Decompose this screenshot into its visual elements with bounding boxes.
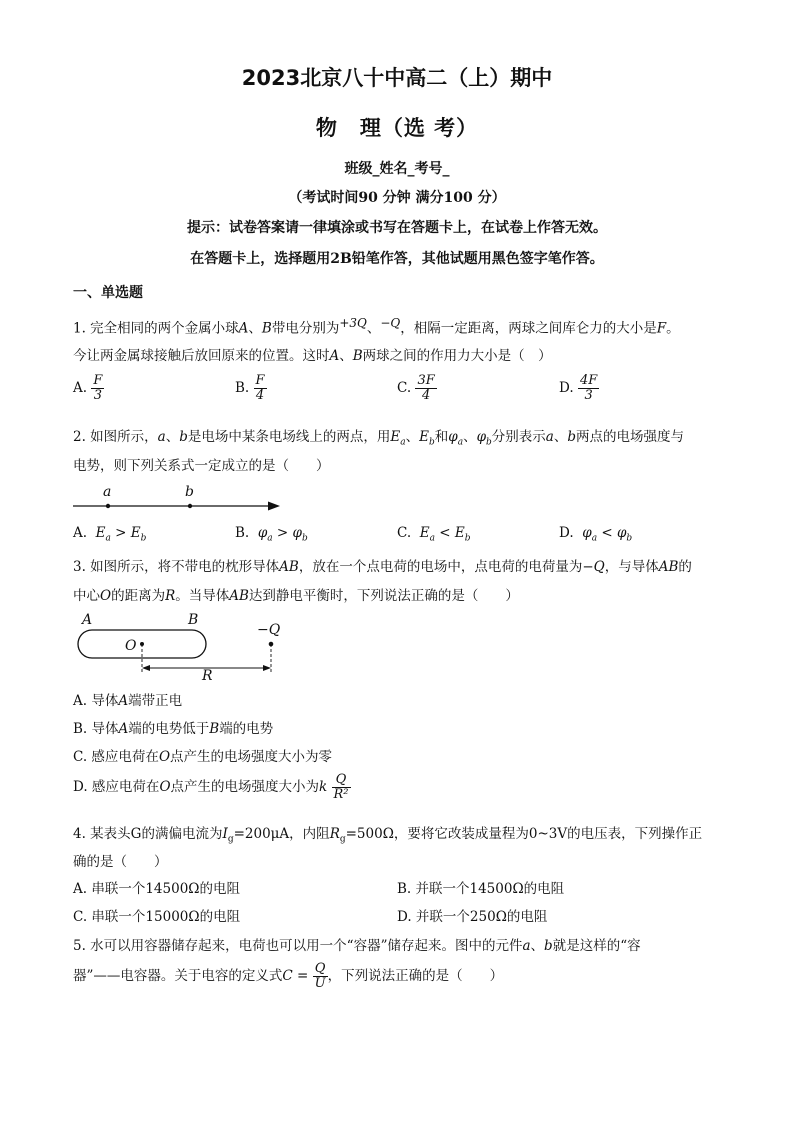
q3-conductor-figure — [70, 610, 300, 682]
q1-line1: 1. 完全相同的两个金属小球A、B带电分别为$^{+3Q}$、$^{-Q}$，相隔一定距离，两球之间库仑力的大小是F。 — [73, 316, 680, 337]
q1-option-d: D. $\frac{4F}{3}$ — [559, 373, 598, 403]
q4-option-d: D. 并联一个250Ω的电阻 — [397, 909, 548, 925]
q3-line2: 中心O的距离为R。当导体AB达到静电平衡时，下列说法正确的是（ ） — [73, 588, 519, 604]
q1-option-a: A. $\frac{F}{3}$ — [73, 373, 103, 403]
q2-field-line-figure — [70, 478, 290, 518]
q3-option-c: C. 感应电荷在O点产生的电场强度大小为零 — [73, 749, 333, 765]
q1-option-c: C. $\frac{3F}{4}$ — [397, 373, 435, 403]
q2-option-d: D. $\varphi_a < \varphi_b$ — [559, 525, 633, 544]
point-a-dot — [106, 504, 110, 508]
q2-option-b: B. $\varphi_a > \varphi_b$ — [235, 525, 308, 544]
q1-line2: 今让两金属球接触后放回原来的位置。这时A、B两球之间的作用力大小是（ ） — [73, 348, 552, 364]
exam-title: 2023北京八十中高二（上）期中 — [241, 66, 553, 90]
q4-line2: 确的是（ ） — [73, 854, 168, 870]
arrow-left-icon — [142, 665, 150, 671]
q4-option-b: B. 并联一个14500Ω的电阻 — [397, 881, 565, 897]
arrow-right-icon — [263, 665, 271, 671]
student-info: 班级_姓名_考号_ — [344, 161, 450, 177]
end-b-label: B — [188, 612, 199, 628]
point-b-label: b — [185, 484, 194, 500]
section-title: 一、单选题 — [73, 285, 143, 301]
q4-line1: 4. 某表头G的满偏电流为$I_g=200\mu A$，内阻$R_g=500\Omega$，要将它改装成量程为0~3V的电压表，下列操作正 — [73, 826, 703, 845]
exam-time: （考试时间90 分钟 满分100 分） — [288, 190, 506, 206]
notice-1: 提示：试卷答案请一律填涂或书写在答题卡上，在试卷上作答无效。 — [187, 220, 607, 236]
field-line-arrow-icon — [268, 502, 280, 511]
exam-subject: 物 理（选 考） — [315, 116, 479, 140]
q2-line2: 电势，则下列关系式一定成立的是（ ） — [73, 458, 330, 474]
distance-r-label: R — [202, 668, 213, 682]
notice-2: 在答题卡上，选择题用2B铅笔作答，其他试题用黑色签字笔作答。 — [190, 251, 604, 267]
q2-option-a: A. $E_a > E_b$ — [73, 525, 147, 544]
q3-option-d: D. 感应电荷在O点产生的电场强度大小为k $\frac{Q}{\text{R²}}$ — [73, 772, 349, 802]
q3-option-a: A. 导体A端带正电 — [73, 693, 183, 709]
end-a-label: A — [82, 612, 93, 628]
center-o-label: O — [125, 638, 137, 654]
q5-line1: 5. 水可以用容器储存起来，电荷也可以用一个“容器”储存起来。图中的元件a、b就是这样的“容 — [73, 938, 641, 954]
q4-option-c: C. 串联一个15000Ω的电阻 — [73, 909, 241, 925]
q4-option-a: A. 串联一个14500Ω的电阻 — [73, 881, 240, 897]
point-a-label: a — [103, 484, 112, 500]
q2-option-c: C. $E_a < E_b$ — [397, 525, 471, 544]
q3-line1: 3. 如图所示，将不带电的枕形导体AB，放在一个点电荷的电场中，点电荷的电荷量为−Q，与导体AB的 — [73, 559, 692, 575]
q3-option-b: B. 导体A端的电势低于B端的电势 — [73, 721, 274, 737]
q2-line1: 2. 如图所示，a、b是电场中某条电场线上的两点，用$E_a$、$E_b$和$\varphi_a$、$\varphi_b$分别表示a、b两点的电场强度与 — [73, 429, 685, 448]
charge-label: −Q — [257, 622, 281, 638]
point-b-dot — [188, 504, 192, 508]
q5-line2: 器”——电容器。关于电容的定义式C = $\frac{Q}{U}$ ，下列说法正确的是（ ） — [73, 961, 504, 991]
q1-option-b: B. $\frac{F}{4}$ — [235, 373, 265, 403]
